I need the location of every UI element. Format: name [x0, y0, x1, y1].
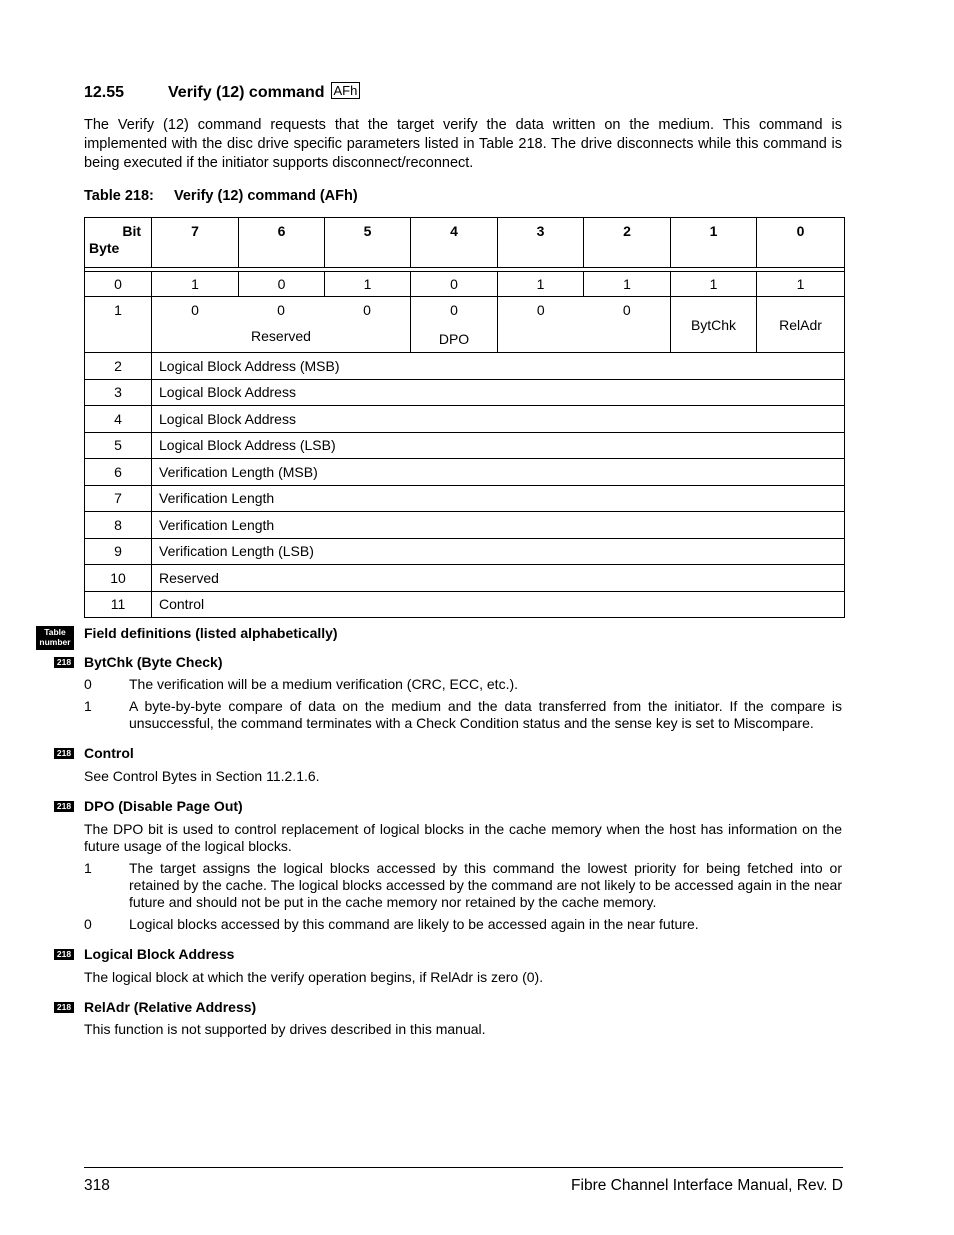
- list-item: [84, 676, 842, 693]
- byte-cell: 7: [85, 485, 152, 512]
- table-row: [85, 353, 845, 380]
- bit-header: 6: [239, 218, 325, 268]
- list-item: [84, 860, 842, 911]
- field-name-lba: Logical Block Address: [84, 946, 235, 962]
- table-row: [85, 406, 845, 433]
- field-definitions-heading: Field definitions (listed alphabetically): [84, 625, 338, 641]
- bit-header: 1: [671, 218, 757, 268]
- bit-value: 0: [450, 302, 458, 318]
- field-name-dpo: DPO (Disable Page Out): [84, 798, 243, 814]
- command-table: [84, 217, 845, 618]
- table-number-badge: [36, 626, 74, 650]
- bit-value: 0: [239, 272, 325, 297]
- bit-header: 7: [152, 218, 239, 268]
- byte-cell: 11: [85, 591, 152, 618]
- bit-header: 4: [411, 218, 498, 268]
- byte-cell: 4: [85, 406, 152, 433]
- bit-value: 0: [411, 272, 498, 297]
- field-text: This function is not supported by drives described in this manual.: [84, 1021, 486, 1037]
- section-number: 12.55: [84, 84, 125, 101]
- field-description: Logical Block Address (LSB): [152, 432, 845, 459]
- table-row: [85, 538, 845, 565]
- byte-cell: 10: [85, 565, 152, 592]
- bit-value: 0: [584, 297, 671, 353]
- section-heading: [84, 83, 360, 102]
- field-description: Control: [152, 591, 845, 618]
- byte-cell: 5: [85, 432, 152, 459]
- table-caption-title: Verify (12) command (AFh): [174, 188, 358, 204]
- field-name-bytchk: BytChk (Byte Check): [84, 654, 223, 670]
- bit-header: 3: [498, 218, 584, 268]
- table-ref-badge: 218: [54, 1002, 74, 1013]
- item-text: A byte-by-byte compare of data on the medium and the data transferred from the initiator. If the compare is unsuccessful, the command terminates with a Check Condition status and the sense key is set to Miscompare.: [129, 698, 842, 731]
- table-row: [85, 512, 845, 539]
- reladr-field: RelAdr: [757, 297, 845, 353]
- field-text: The DPO bit is used to control replacement of logical blocks in the cache memory when the host has information on the future usage of the logical blocks.: [84, 821, 842, 854]
- table-caption: [84, 188, 358, 204]
- bit-value: 1: [152, 272, 239, 297]
- table-ref-badge: 218: [54, 949, 74, 960]
- intro-paragraph: The Verify (12) command requests that the target verify the data written on the medium. This command is implemented with the disc drive specific parameters listed in Table 218. The drive disconnects while this command is being executed if the initiator supports disconnect/reconnect.: [84, 117, 842, 171]
- bit-header: 0: [757, 218, 845, 268]
- byte-cell: 6: [85, 459, 152, 486]
- table-header-row: [85, 218, 845, 268]
- field-text: See Control Bytes in Section 11.2.1.6.: [84, 768, 320, 784]
- bit-value: 1: [584, 272, 671, 297]
- section-title: Verify (12) command: [168, 84, 325, 101]
- item-key: 0: [84, 916, 92, 932]
- byte-cell: 3: [85, 379, 152, 406]
- field-description: Verification Length: [152, 485, 845, 512]
- field-name-reladr: RelAdr (Relative Address): [84, 999, 257, 1015]
- field-text: The logical block at which the verify operation begins, if RelAdr is zero (0).: [84, 969, 544, 985]
- field-description: Logical Block Address (MSB): [152, 353, 845, 380]
- opcode-tag: AFh: [331, 82, 361, 99]
- table-row: [85, 272, 845, 297]
- list-item: [84, 698, 842, 732]
- table-row: [85, 379, 845, 406]
- field-description: Verification Length (MSB): [152, 459, 845, 486]
- bit-value: 1: [325, 272, 411, 297]
- table-row: [85, 297, 845, 353]
- table-row: [85, 485, 845, 512]
- dpo-field: [411, 297, 498, 353]
- item-text: The verification will be a medium verification (CRC, ECC, etc.).: [129, 676, 519, 692]
- table-ref-badge: 218: [54, 801, 74, 812]
- bit-value: 1: [498, 272, 584, 297]
- dpo-label: DPO: [438, 331, 470, 347]
- byte-label: Byte: [89, 240, 120, 256]
- item-text: The target assigns the logical blocks accessed by this command the lowest priority for being fetched into or retained by the cache. The logical blocks accessed by the command are not likely to be accessed again in the near future and should not be put in the cache memory nor retained by the cache memory.: [129, 860, 842, 910]
- byte-cell: 1: [85, 297, 152, 353]
- bit-value: 0: [277, 302, 285, 318]
- field-description: Verification Length (LSB): [152, 538, 845, 565]
- field-description: Logical Block Address: [152, 406, 845, 433]
- bit-header: 2: [584, 218, 671, 268]
- list-item: [84, 916, 842, 933]
- field-name-control: Control: [84, 745, 134, 761]
- table-row: [85, 565, 845, 592]
- bit-value: 1: [671, 272, 757, 297]
- field-description: Verification Length: [152, 512, 845, 539]
- bit-value: 1: [757, 272, 845, 297]
- reserved-label: Reserved: [251, 328, 311, 344]
- bytchk-field: BytChk: [671, 297, 757, 353]
- item-key: 0: [84, 676, 92, 692]
- bit-header: 5: [325, 218, 411, 268]
- table-badge-line2: number: [39, 637, 71, 647]
- bit-label: Bit: [122, 223, 141, 239]
- field-description: Reserved: [152, 565, 845, 592]
- footer-rule: [84, 1167, 843, 1168]
- byte-cell: 8: [85, 512, 152, 539]
- table-badge-line1: Table: [44, 627, 66, 637]
- bit-value: 0: [191, 302, 199, 318]
- table-caption-number: Table 218:: [84, 188, 154, 204]
- table-row: [85, 459, 845, 486]
- bit-value: 0: [498, 297, 584, 353]
- item-key: 1: [84, 860, 92, 876]
- bit-byte-cell: [85, 218, 152, 268]
- item-key: 1: [84, 698, 92, 714]
- byte-cell: 0: [85, 272, 152, 297]
- bit-value: 0: [363, 302, 371, 318]
- table-ref-badge: 218: [54, 657, 74, 668]
- manual-title: Fibre Channel Interface Manual, Rev. D: [571, 1177, 843, 1194]
- item-text: Logical blocks accessed by this command are likely to be accessed again in the near future.: [129, 916, 699, 932]
- byte-cell: 2: [85, 353, 152, 380]
- table-ref-badge: 218: [54, 748, 74, 759]
- reserved-field: [152, 297, 411, 353]
- table-row: [85, 591, 845, 618]
- page-number: 318: [84, 1177, 110, 1194]
- field-description: Logical Block Address: [152, 379, 845, 406]
- table-row: [85, 432, 845, 459]
- byte-cell: 9: [85, 538, 152, 565]
